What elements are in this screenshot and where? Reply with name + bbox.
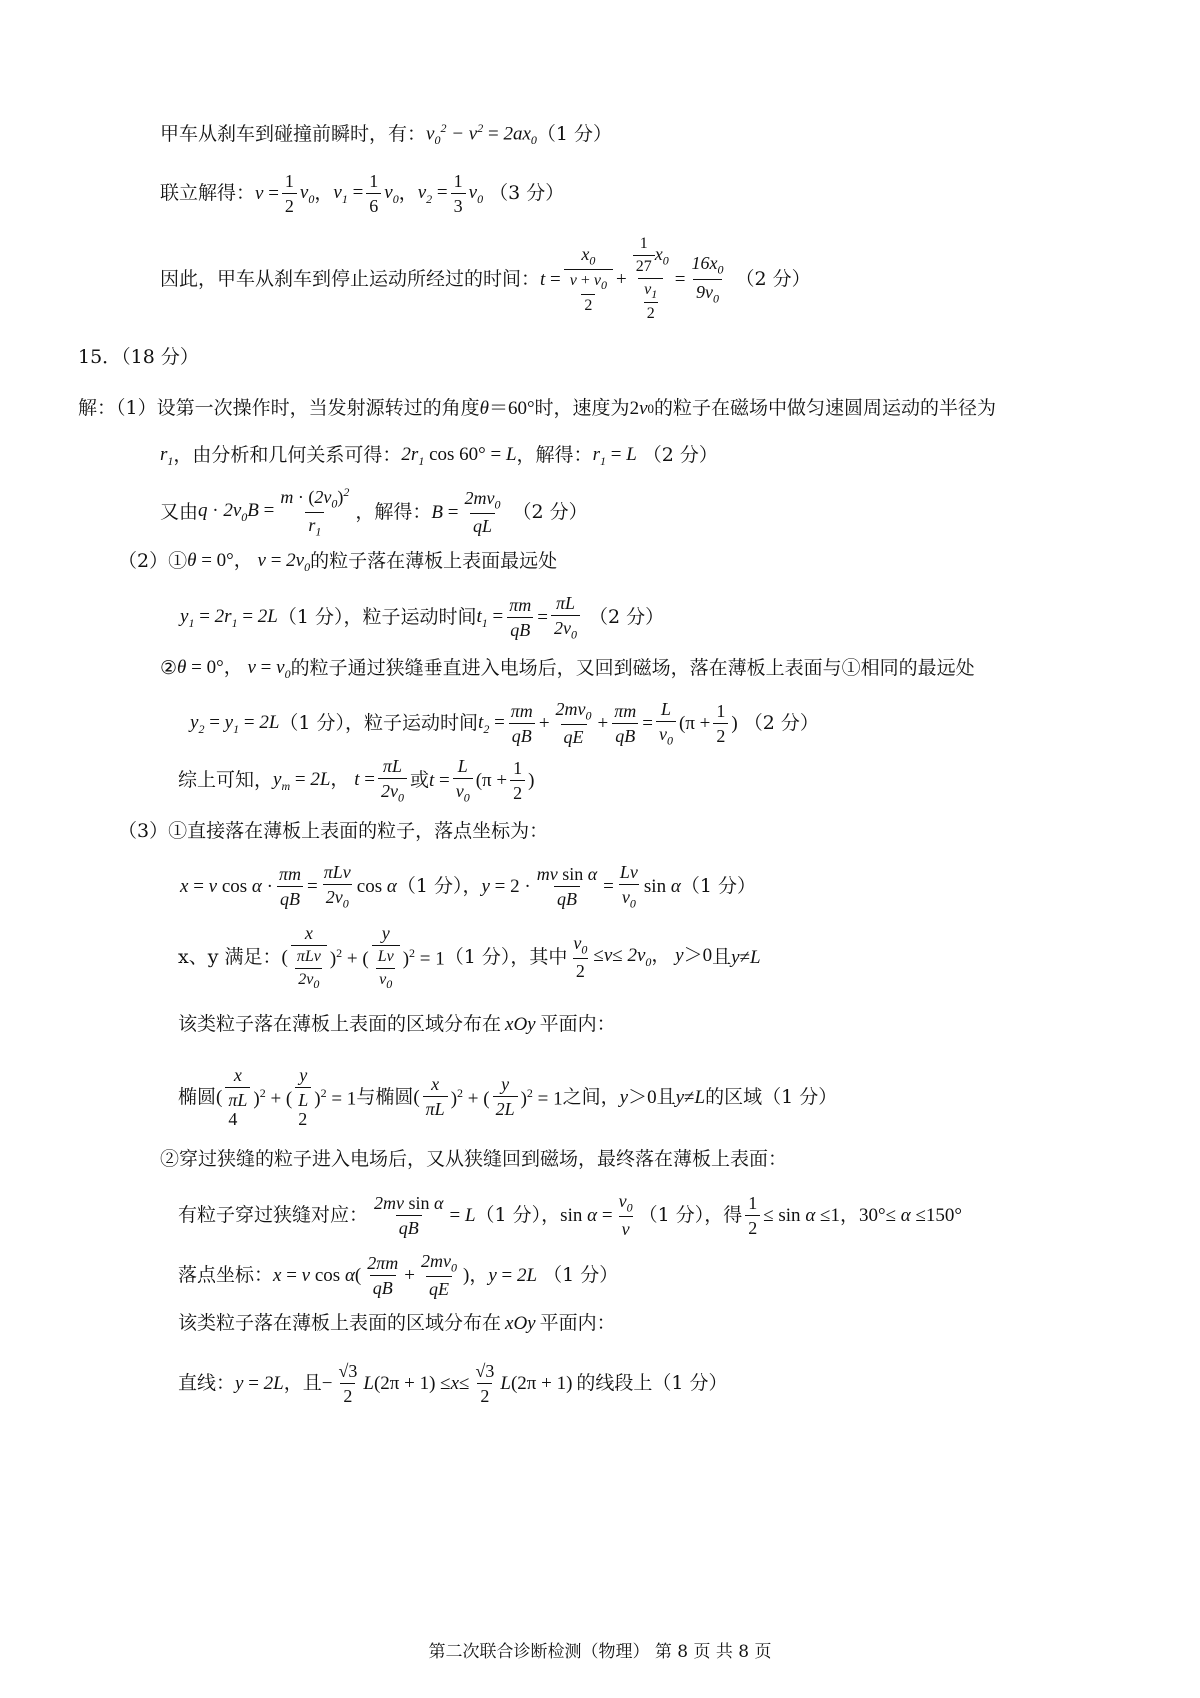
solution-part1-line3: 又由 $q \cdot 2v_0B$ = $\frac{m \cdot (2v_0)^2}{r_1}$ ，解得： B = $\frac{2mv_0}{qL}$ （2 分） [160, 485, 588, 539]
line-total-time: 因此，甲车从刹车到停止运动所经过的时间： t = $\frac{x_0}{\frac{v + v_0}{2}}$ + $\frac{1}{27}$ $x_0$ $\frac{v_1}{2}$ = $\frac{16x_0}{9v_0}$ （2 分） [160, 235, 811, 323]
solution-part3-coords: x = v cos α · $\frac{\pi m}{qB}$ = $\frac{\text{πLv}}{2v_0}$ cos α （1 分）， y = 2 · $\frac{\text{mv sin α}}{qB}$ = $\frac{Lv}{v_0}$ sin α （1 分） [180, 862, 756, 911]
solution-part2-summary: 综上可知， $y_m = 2L$， t = $\frac{\pi L}{2v_0}$ 或 t = $\frac{L}{v_0}$ (π + $\frac{1}{2}$ ) [178, 756, 535, 805]
solution-part3-ellipse-region: 椭圆 ( x πL 4 )$^2$ + ( y L 2 )$^2$ = 1 与椭圆 ( $\frac{x}{\pi L}$ )$^2$ + ( $\frac{y}{2L}$ )$^2$ = 1 之间， y＞0 且 y≠L 的区域（1 分） [178, 1065, 838, 1129]
solution-part2-line4: $y_2 = y_1 = 2L$ （1 分），粒子运动时间 $t_2$ = $\frac{\pi m}{qB}$ + $\frac{2mv_0}{qE}$ + $\frac{\pi m}{qB}$ = $\frac{L}{v_0}$ (π + $\frac{1}{2}$ ) （2 分） [190, 699, 819, 748]
solution-part3-ellipse-eq: x、y 满足： ( $\frac{x}{\frac{\text{πLv}}{2v_0}}$ )$^2$ + ( $\frac{y}{\frac{Lv}{v_0}}$ )$^2$ = 1 （1 分），其中 $\frac{v_0}{2}$ $\le v\le 2v_0$， y＞0 且 y≠L [178, 923, 761, 991]
question-number: 15．（18 分） [78, 346, 199, 368]
solution-part3-slit-condition: 有粒子穿过狭缝对应： $\frac{\text{2mv sin α}}{qB}$ = L （1 分）， sin α = $\frac{v_0}{v}$ （1 分），得 $\frac{1}{2}$ ≤ sin α ≤1，30°≤ α ≤150° [178, 1191, 963, 1240]
equation: $v_0^2 - v^2 = 2ax_0$ [426, 121, 537, 148]
solution-part3-slit-intro: ②穿过狭缝的粒子进入电场后，又从狭缝回到磁场，最终落在薄板上表面： [160, 1148, 788, 1170]
equation: v = [255, 183, 279, 205]
solution-part2-line1: （2）① θ = 0°， $v = 2v_0$ 的粒子落在薄板上表面最远处 [118, 550, 558, 574]
line-solve-velocities: 联立解得： v = $\frac{1}{2}$ $v_0$ ， $v_1$ = $\frac{1}{6}$ $v_0$ ， $v_2$ = $\frac{1}{3}$ $v_0$ （3 分） [160, 171, 565, 216]
page-footer: 第二次联合诊断检测（物理） 第 8 页 共 8 页 [428, 1642, 772, 1662]
solution-part3-region-note: 该类粒子落在薄板上表面的区域分布在 xOy 平面内： [178, 1013, 616, 1035]
solution-part2-line2: $y_1 = 2r_1 = 2L$ （1 分），粒子运动时间 $t_1$ = $\frac{\pi m}{qB}$ = $\frac{\pi L}{2v_0}$ （2 分） [180, 593, 665, 642]
solution-part3-region-note2: 该类粒子落在薄板上表面的区域分布在 xOy 平面内： [178, 1312, 616, 1334]
solution-part3-line1: （3）①直接落在薄板上表面的粒子，落点坐标为： [118, 820, 549, 842]
solution-part1-line1: 解：（1）设第一次操作时，当发射源转过的角度 θ ＝60° 时，速度为 2 v 0 的粒子在磁场中做匀速圆周运动的半径为 [78, 397, 997, 419]
solution-part2-line3: ② θ = 0°， $v = v_0$ 的粒子通过狭缝垂直进入电场后，又回到磁场，落在薄板上表面与①相同的最远处 [160, 657, 975, 681]
solution-part3-landing-coords: 落点坐标： x = v cos α( $\frac{2\pi m}{qB}$ + $\frac{2mv_0}{qE}$ )， y = 2L （1 分） [178, 1251, 619, 1300]
solution-part3-line-segment: 直线： y = 2L ，且 − $\frac{√3}{2}$ L(2π + 1) ≤x≤ $\frac{√3}{2}$ L(2π + 1) 的线段上（1 分） [178, 1361, 728, 1406]
line-braking-equation: 甲车从刹车到碰撞前瞬时，有： $v_0^2 - v^2 = 2ax_0$ （1 分） [160, 121, 613, 148]
solution-part1-line2: $r_1$ ，由分析和几何关系可得： $2r_1$ cos 60° = L ，解得： $r_1 = L$ （2 分） [160, 444, 718, 468]
